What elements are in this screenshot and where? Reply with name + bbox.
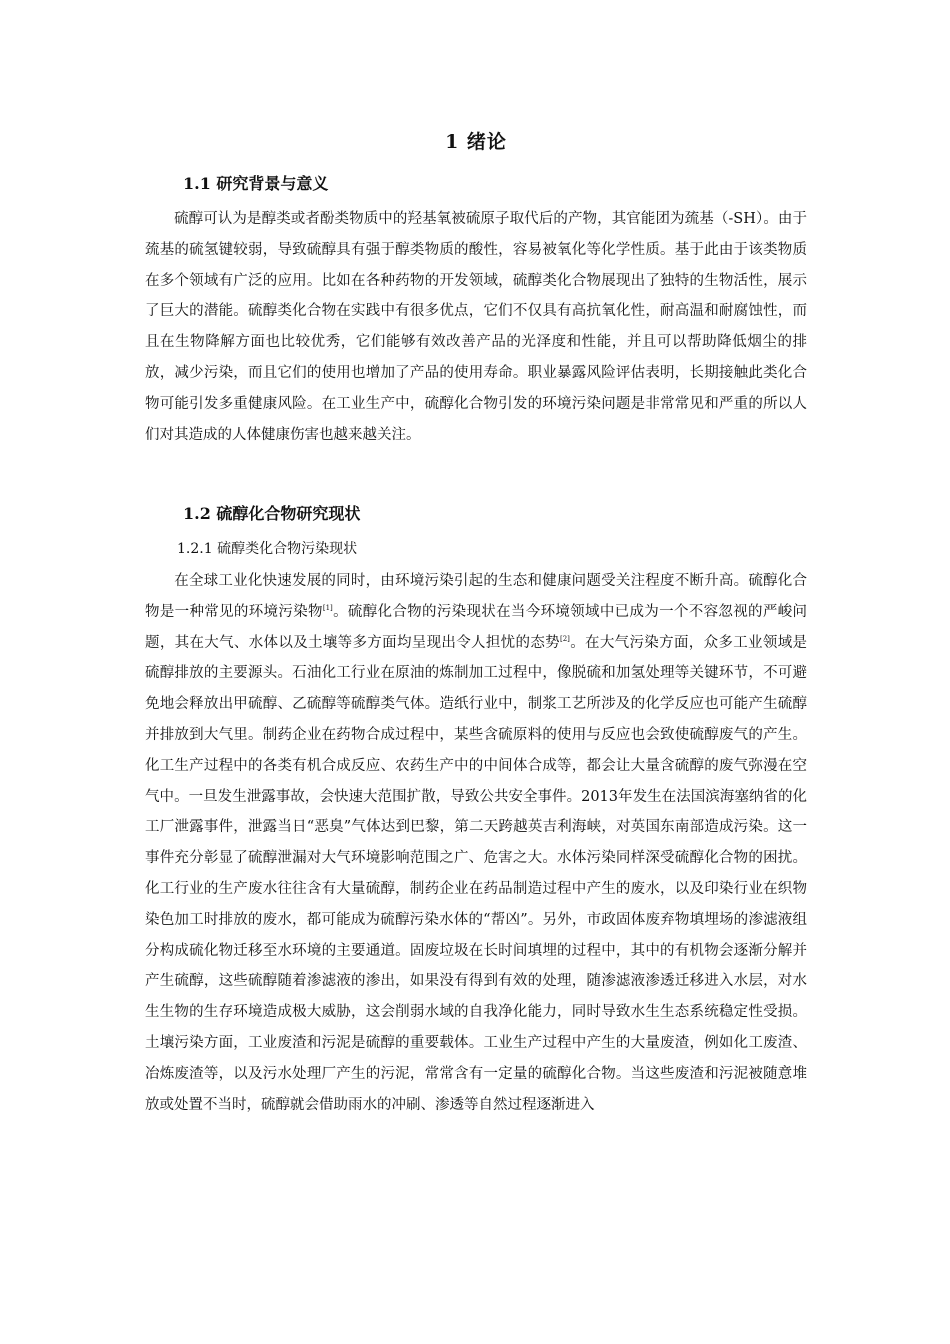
subsection-heading-1-2-1: 1.2.1 硫醇类化合物污染现状 (177, 541, 358, 557)
citation-ref-1[interactable]: [1] (322, 603, 333, 612)
paragraph-text-a: 在全球工业化快速发展的同时，由环境污染引起的生态和健康问题受关注程度不断升高。硫醇化合物是一种常见的环境污染物 (145, 573, 807, 620)
citation-ref-2[interactable]: [2] (559, 634, 570, 643)
paragraph-text-b: 。硫醇化合物的污染现状在当今环境领域中已成为一个不容忽视的严峻问题，其在大气、水体以及土壤等多方面均呈现出令人担忧的态势 (145, 603, 808, 651)
paragraph-research-background (145, 204, 807, 450)
paragraph-pollution-status (145, 566, 807, 1120)
chapter-title: 1 绪论 (445, 131, 507, 153)
section-heading-1-2: 1.2 硫醇化合物研究现状 (183, 504, 361, 523)
section-heading-1-1: 1.1 研究背景与意义 (183, 174, 329, 193)
paragraph-text: 硫醇可认为是醇类或者酚类物质中的羟基氧被硫原子取代后的产物，其官能团为巯基（-SH）。由于巯基的硫氢键较弱，导致硫醇具有强于醇类物质的酸性，容易被氧化等化学性质。基于此由于该类物质在多个领域有广泛的应用。比如在各种药物的开发领域，硫醇类化合物展现出了独特的生物活性，展示了巨大的潜能。硫醇类化合物在实践中有很多优点，它们不仅具有高抗氧化性，耐高温和耐腐蚀性，而且在生物降解方面也比较优秀，它们能够有效改善产品的光泽度和性能，并且可以帮助降低烟尘的排放，减少污染，而且它们的使用也增加了产品的使用寿命。职业暴露风险评估表明，长期接触此类化合物可能引发多重健康风险。在工业生产中，硫醇化合物引发的环境污染问题是非常常见和严重的所以人们对其造成的人体健康伤害也越来越关注。 (145, 211, 807, 443)
paragraph-text-c: 。在大气污染方面，众多工业领域是硫醇排放的主要源头。石油化工行业在原油的炼制加工过程中，像脱硫和加氢处理等关键环节，不可避免地会释放出甲硫醇、乙硫醇等硫醇类气体。造纸行业中，制浆工艺所涉及的化学反应也可能产生硫醇并排放到大气里。制药企业在药物合成过程中，某些含硫原料的使用与反应也会致使硫醇废气的产生。化工生产过程中的各类有机合成反应、农药生产中的中间体合成等，都会让大量含硫醇的废气弥漫在空气中。一旦发生泄露事故，会快速大范围扩散，导致公共安全事件。2013年发生在法国滨海塞纳省的化工厂泄露事件，泄露当日“恶臭”气体达到巴黎，第二天跨越英吉利海峡，对英国东南部造成污染。这一事件充分彰显了硫醇泄漏对大气环境影响范围之广、危害之大。水体污染同样深受硫醇化合物的困扰。化工行业的生产废水往往含有大量硫醇，制药企业在药品制造过程中产生的废水，以及印染行业在织物染色加工时排放的废水，都可能成为硫醇污染水体的“帮凶”。另外，市政固体废弃物填埋场的渗滤液组分构成硫化物迁移至水环境的主要通道。固废垃圾在长时间填埋的过程中，其中的有机物会逐渐分解并产生硫醇，这些硫醇随着渗滤液的渗出，如果没有得到有效的处理，随渗滤液渗透迁移进入水层，对水生生物的生存环境造成极大威胁，这会削弱水域的自我净化能力，同时导致水生生态系统稳定性受损。土壤污染方面，工业废渣和污泥是硫醇的重要载体。工业生产过程中产生的大量废渣，例如化工废渣、冶炼废渣等，以及污水处理厂产生的污泥，常常含有一定量的硫醇化合物。当这些废渣和污泥被随意堆放或处置不当时，硫醇就会借助雨水的冲刷、渗透等自然过程逐渐进入 (145, 634, 808, 1113)
